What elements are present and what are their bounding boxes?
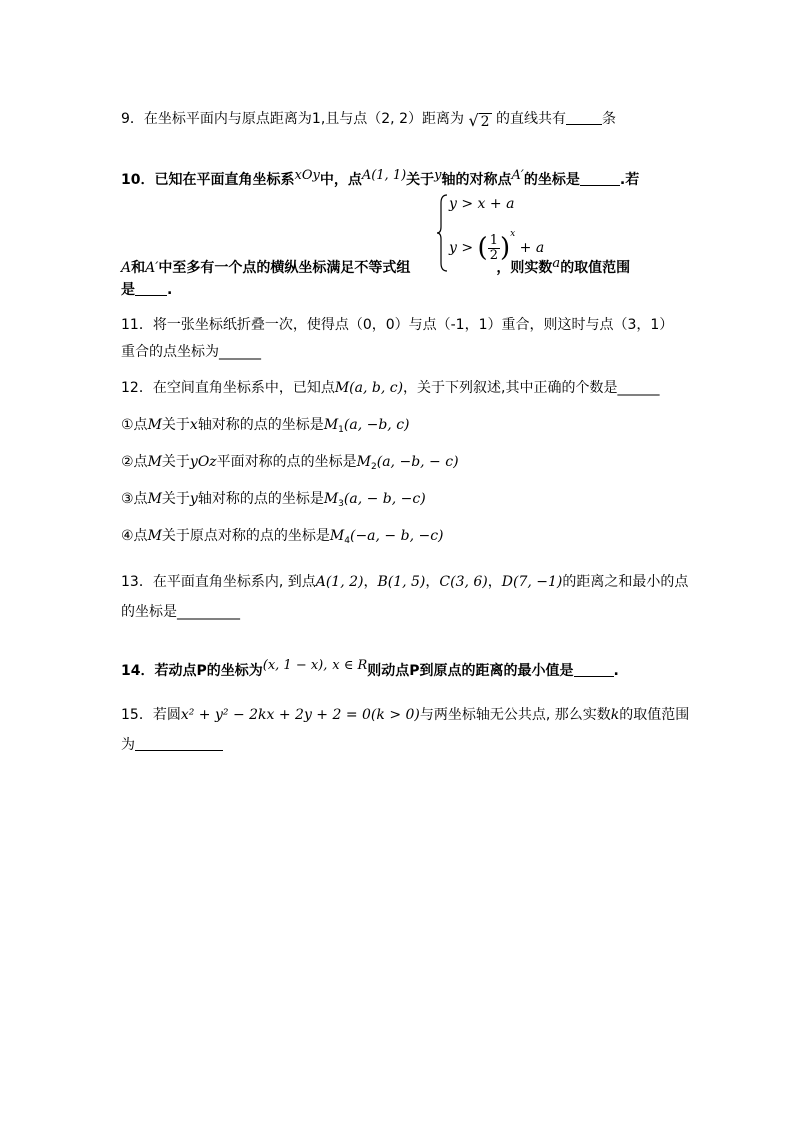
question-9 xyxy=(121,108,681,133)
question-13: 13．在平面直角坐标系内, 到点A(1, 2)，B(1, 5)，C(3, 6)，D(7, −1)的距离之和最小的点 的坐标是_________ xyxy=(121,574,689,620)
q12-item-1: ①点M关于x轴对称的点的坐标是$M_1(a$, −b, c) xyxy=(121,417,410,435)
q12-item-2: ②点M关于yOz平面对称的点的坐标是$M_2(a$, −b, − c) xyxy=(121,454,459,472)
circle-equation: x² + y² − 2kx + 2y + 2 = 0(k > 0) xyxy=(180,707,420,723)
q9-end: 条 xyxy=(602,111,617,127)
q10-blank-1[interactable] xyxy=(580,171,620,186)
question-15: 15．若圆x² + y² − 2kx + 2y + 2 = 0(k > 0)与两坐标轴无公共点, 那么实数k的取值范围 为 xyxy=(121,707,690,753)
point-a: A(1, 1) xyxy=(361,168,407,183)
q9-blank[interactable] xyxy=(566,110,602,125)
q9-text: 9．在坐标平面内与原点距离为1,且与点（2, 2）距离为 xyxy=(121,111,464,127)
question-10-line-3: 是 . xyxy=(121,282,173,298)
sqrt-2: √ 2 xyxy=(468,111,490,130)
q12-item-3: ③点M关于y轴对称的点的坐标是$M_3(a$, − b, −c) xyxy=(121,491,426,509)
question-10-line-2: A和A′中至多有一个点的横纵坐标满足不等式组 ，则实数a的取值范围 xyxy=(121,256,631,276)
q12-item-4: ④点M关于原点对称的点的坐标是$M_4(-a$, − b, −c) xyxy=(121,528,444,546)
question-12: 12．在空间直角坐标系中，已知点M(a, b, c)，关于下列叙述,其中正确的个数是______ xyxy=(121,380,660,396)
var-xoy: xOy xyxy=(294,168,320,183)
inequality-1: y > x + a xyxy=(449,196,515,212)
inequality-2: y > ( $\frac{1}{2}$ )$^x$ + a xyxy=(449,229,545,263)
question-11: 11．将一张坐标纸折叠一次，使得点（0，0）与点（-1，1）重合，则这时与点（3，1） 重合的点坐标为______ xyxy=(121,317,674,360)
q10-blank-2[interactable] xyxy=(135,281,167,296)
question-10-line-1: 10．已知在平面直角坐标系xOy中，点A(1, 1)关于y轴的对称点A′的坐标是 .若 xyxy=(121,168,640,188)
question-14: 14．若动点P的坐标为(x, 1 − x), x ∈ R则动点P到原点的距离的最小值是 . xyxy=(121,658,619,679)
q14-blank[interactable] xyxy=(574,662,614,677)
fraction-half: $\frac{1}{2}$ xyxy=(489,232,498,263)
q9-after: 的直线共有 xyxy=(496,111,567,127)
q15-blank[interactable] xyxy=(135,736,223,751)
